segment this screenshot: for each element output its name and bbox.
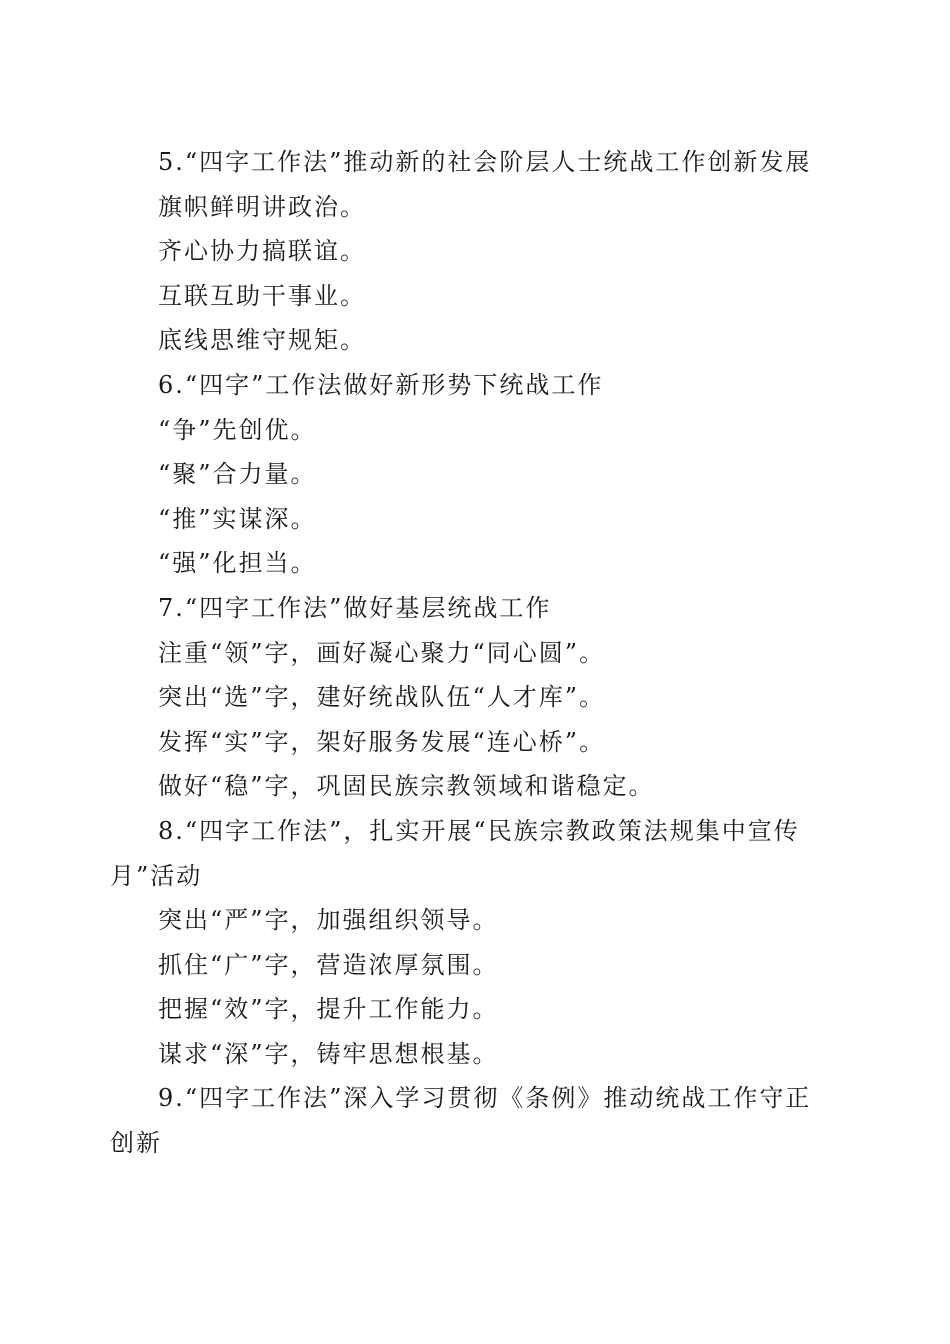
paragraph: “争”先创优。 [158,415,317,444]
heading-8-continued: 月”活动 [110,861,203,890]
paragraph: “聚”合力量。 [158,460,317,489]
paragraph: 突出“选”字，建好统战队伍“人才库”。 [158,683,606,712]
paragraph: 发挥“实”字，架好服务发展“连心桥”。 [158,727,606,756]
paragraph: “强”化担当。 [158,549,317,578]
paragraph: 互联互助干事业。 [158,281,366,310]
heading-5: 5.“四字工作法”推动新的社会阶层人士统战工作创新发展 [158,148,812,176]
heading-9: 9.“四字工作法”深入学习贯彻《条例》推动统战工作守正 [158,1084,812,1113]
paragraph: 把握“效”字，提升工作能力。 [158,995,499,1024]
paragraph: 谋求“深”字，铸牢思想根基。 [158,1039,499,1068]
heading-7: 7.“四字工作法”做好基层统战工作 [158,593,552,622]
heading-8: 8.“四字工作法”，扎实开展“民族宗教政策法规集中宣传 [158,816,800,845]
paragraph: 做好“稳”字，巩固民族宗教领域和谐稳定。 [158,772,655,801]
heading-9-continued: 创新 [110,1129,162,1158]
paragraph: 旗帜鲜明讲政治。 [158,192,366,221]
paragraph: 齐心协力搞联谊。 [158,237,366,266]
paragraph: “推”实谋深。 [158,504,317,533]
paragraph: 抓住“广”字，营造浓厚氛围。 [158,950,499,979]
heading-6: 6.“四字”工作法做好新形势下统战工作 [158,370,604,399]
paragraph: 底线思维守规矩。 [158,326,366,355]
paragraph: 突出“严”字，加强组织领导。 [158,906,499,935]
document-body [110,140,830,1166]
paragraph: 注重“领”字，画好凝心聚力“同心圆”。 [158,638,606,667]
